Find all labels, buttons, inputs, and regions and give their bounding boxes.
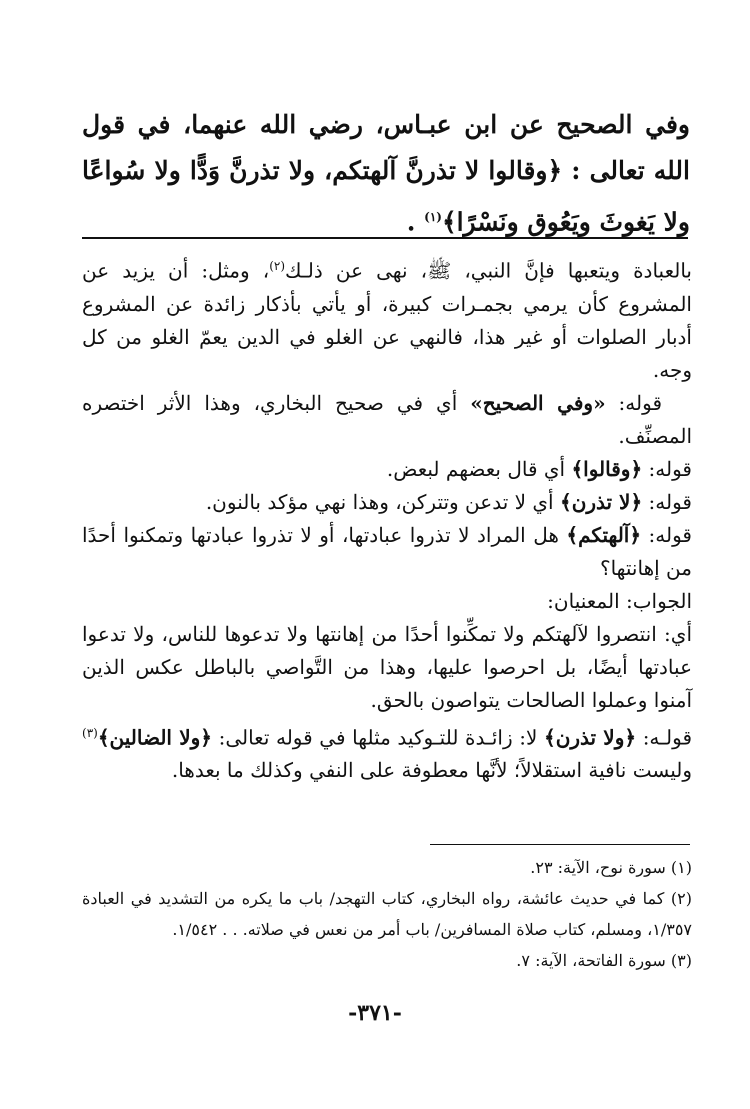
main-text-intro: وفي الصحيح عن ابن عبـاس، رضي الله عنهما، في قول الله تعالى : <box>82 110 690 185</box>
footnote-ref-1: (١) <box>424 210 442 224</box>
main-hadith-text <box>82 102 690 245</box>
footnote-separator <box>430 844 690 845</box>
footnote-ref-2: (٢) <box>269 259 286 273</box>
page-number: -٣٧١- <box>348 1000 402 1026</box>
main-text-end: . <box>406 207 425 237</box>
commentary-paragraph: قوله: ﴿آلهتكم﴾ هل المراد لا تذروا عبادتها، أو لا تذروا عبادتها وتمكنوا أحدًا من إهانتها؟ <box>82 522 692 580</box>
commentary-paragraph: قولـه: ﴿ولا تذرن﴾ لا: زائـدة للتـوكيد مثلها في قوله تعالى: ﴿ولا الضالين﴾$^{(٣)}$ وليست نافية استقلالاً؛ لأنَّها معطوفة على النفي وكذلك ما بعدها. <box>82 725 692 783</box>
footnotes <box>82 852 692 976</box>
quran-quote: ﴿ولا الضالين﴾ <box>97 725 212 750</box>
commentary-paragraph: قوله: ﴿وقالوا﴾ أي قال بعضهم لبعض. <box>386 456 692 481</box>
quran-quote: ﴿وقالوا لا تذرنَّ آلهتكم، ولا تذرنَّ وَدًّا ولا سُواعًا ولا يَغوثَ ويَعُوق ونَسْرًا﴾ <box>82 156 690 237</box>
commentary-paragraph: بالعبادة ويتعبها فإنَّ النبي، ﷺ، نهى عن ذلـك$^{(٢)}$، ومثل: أن يزيد عن المشروع كأن يرمي بجمـرات كبيرة، أو يأتي بأذكار زائدة عن المشروع أدبار الصلوات أو غير هذا، فالنهي عن الغلو في الدين يعمّ الغلو من كل وجه. <box>82 258 692 382</box>
commentary-paragraph: الجواب: المعنيان: <box>547 588 692 613</box>
footnote-item: (٢) كما في حديث عائشة، رواه البخاري، كتاب التهجد/ باب ما يكره من التشديد في العبادة ١/٣٥٧، ومسلم، كتاب صلاة المسافرين/ باب أمر من نعس في صلاته. . . ١/٥٤٢. <box>82 889 692 939</box>
commentary-paragraph: أي: انتصروا لآلهتكم ولا تمكِّنوا أحدًا من إهانتها ولا تدعوها للناس، ولا تدعوا عبادتها أيضًا، بل احرصوا عليها، وهذا من التَّواصي بالباطل عكس الذين آمنوا وعملوا الصالحات يتواصون بالحق. <box>82 621 692 712</box>
commentary-paragraph: قوله: ﴿لا تذرن﴾ أي لا تدعن وتتركن، وهذا نهي مؤكد بالنون. <box>205 489 692 514</box>
commented-term: «وفي الصحيح» <box>470 390 606 415</box>
commented-term: ﴿ولا تذرن﴾ <box>543 725 637 750</box>
footnote-item: (١) سورة نوح، الآية: ٢٣. <box>530 858 692 877</box>
footnote-item: (٣) سورة الفاتحة، الآية: ٧. <box>516 951 692 970</box>
commented-term: ﴿وقالوا﴾ <box>571 456 643 481</box>
section-separator <box>82 237 688 239</box>
commented-term: ﴿آلهتكم﴾ <box>566 522 642 547</box>
commented-term: ﴿لا تذرن﴾ <box>559 489 643 514</box>
commentary-paragraph: قوله: «وفي الصحيح» أي في صحيح البخاري، وهذا الأثر اختصره المصنِّف. <box>82 390 692 448</box>
commentary-text <box>82 250 692 787</box>
footnote-ref-3: (٣) <box>82 725 98 740</box>
